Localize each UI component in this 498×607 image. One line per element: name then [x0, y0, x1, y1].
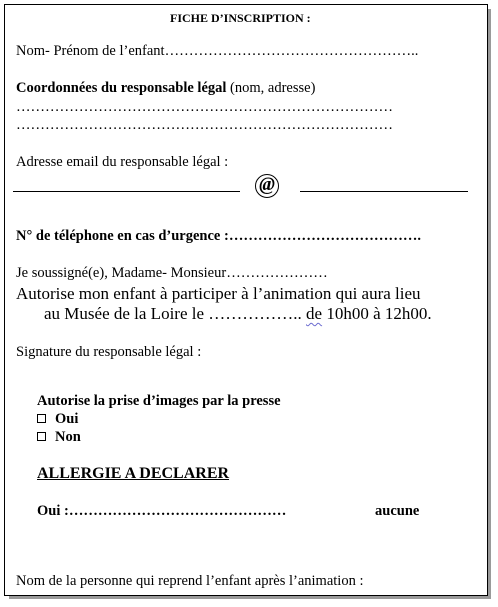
allergy-yes-label: Oui :: [37, 503, 69, 519]
guardian-dots-line-2[interactable]: ……………………………………………………………………: [16, 117, 393, 133]
undersigned-dots: …………………: [226, 265, 328, 281]
authorize-line-2-part-b: de: [306, 304, 323, 323]
undersigned-label: Je soussigné(e), Madame- Monsieur: [16, 265, 227, 281]
undersigned-field[interactable]: [16, 265, 328, 282]
guardian-label-rest: (nom, adresse): [226, 80, 316, 96]
phone-field[interactable]: [16, 228, 421, 245]
guardian-dots-line-1[interactable]: ……………………………………………………………………: [16, 99, 393, 115]
child-name-dots: ……………………………………………..: [164, 43, 419, 59]
at-sign-icon: @: [255, 174, 279, 198]
authorize-line-2: [44, 304, 432, 324]
allergy-none-option[interactable]: aucune: [375, 503, 420, 519]
option-yes-label: Oui: [55, 411, 79, 427]
email-line-right[interactable]: [300, 191, 468, 192]
option-no-label: Non: [55, 429, 81, 445]
email-label: Adresse email du responsable légal :: [16, 154, 229, 170]
authorize-line-2-part-c: 10h00 à 12h00.: [322, 304, 432, 323]
authorize-line-2-part-a: au Musée de la Loire le ……………..: [44, 304, 307, 323]
option-no[interactable]: [37, 429, 81, 446]
phone-label: N° de téléphone en cas d’urgence :: [16, 228, 229, 244]
allergy-title: ALLERGIE A DECLARER: [37, 465, 230, 482]
allergy-dots: ………………………………………: [68, 503, 287, 519]
guardian-label-bold: Coordonnées du responsable légal: [16, 80, 227, 96]
phone-dots: ………………………………….: [228, 228, 421, 244]
signature-label: Signature du responsable légal :: [16, 344, 202, 360]
child-name-field[interactable]: [16, 43, 418, 60]
allergy-yes-field[interactable]: [37, 503, 286, 520]
guardian-heading: [16, 80, 315, 97]
email-line-left[interactable]: [13, 191, 240, 192]
child-name-label: Nom- Prénom de l’enfant: [16, 43, 165, 59]
form-title: FICHE D’INSCRIPTION :: [170, 11, 311, 25]
pickup-label: Nom de la personne qui reprend l’enfant après l’animation :: [16, 573, 364, 589]
checkbox-no-icon[interactable]: [37, 432, 46, 441]
press-label: Autorise la prise d’images par la presse: [37, 393, 281, 409]
checkbox-yes-icon[interactable]: [37, 414, 46, 423]
authorize-line-1: Autorise mon enfant à participer à l’animation qui aura lieu: [16, 284, 421, 303]
option-yes[interactable]: [37, 411, 78, 428]
